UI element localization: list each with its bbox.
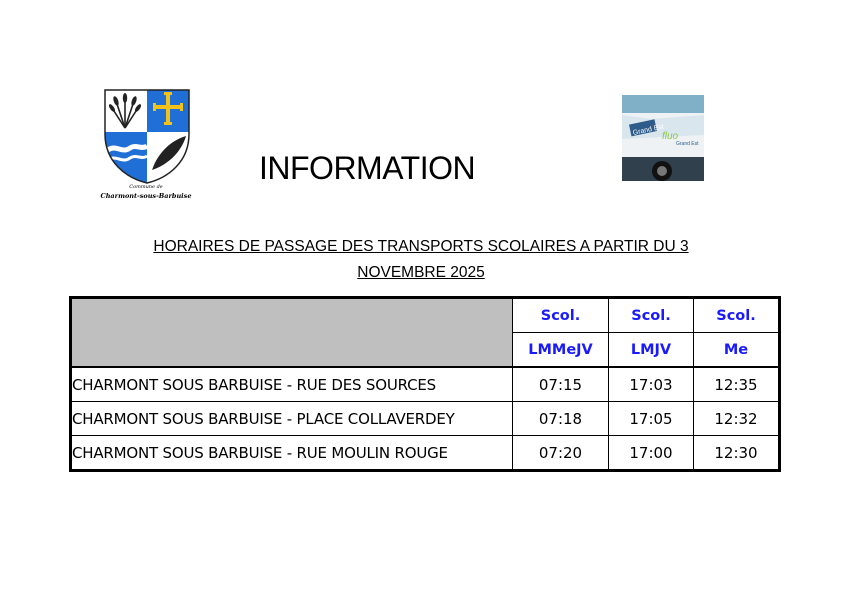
time-cell: 17:03 <box>609 367 694 402</box>
table-row <box>72 436 779 470</box>
subtitle-line1: HORAIRES DE PASSAGE DES TRANSPORTS SCOLAIRES A PARTIR DU 3 <box>153 238 689 255</box>
header-cell: Me <box>694 333 779 368</box>
crest-caption-line2: Charmont-sous-Barbuise <box>100 192 192 200</box>
time-cell: 17:05 <box>609 402 694 436</box>
header-blank-cell <box>72 299 513 368</box>
header-cell: LMMeJV <box>513 333 609 368</box>
bus-fluo-sub-text: Grand Est <box>676 141 699 147</box>
page-title: INFORMATION <box>259 150 476 186</box>
stop-name-cell: CHARMONT SOUS BARBUISE - RUE MOULIN ROUGE <box>72 436 513 470</box>
page-subtitle <box>110 234 732 286</box>
crest-caption <box>98 183 194 201</box>
header-cell: LMJV <box>609 333 694 368</box>
header-cell: Scol. <box>513 299 609 333</box>
time-cell: 17:00 <box>609 436 694 470</box>
time-cell: 07:20 <box>513 436 609 470</box>
table-header-row <box>72 299 779 333</box>
crest-caption-line1: Commune de <box>129 184 163 190</box>
stop-name-cell: CHARMONT SOUS BARBUISE - PLACE COLLAVERDEY <box>72 402 513 436</box>
bus-photo <box>622 95 704 181</box>
stop-name-cell: CHARMONT SOUS BARBUISE - RUE DES SOURCES <box>72 367 513 402</box>
bus-fluo-text: fluo <box>662 131 679 142</box>
time-cell: 12:32 <box>694 402 779 436</box>
table-row <box>72 367 779 402</box>
header-cell: Scol. <box>609 299 694 333</box>
bus-brand-text: Grand Est <box>632 123 665 137</box>
time-cell: 12:35 <box>694 367 779 402</box>
table-row <box>72 402 779 436</box>
time-cell: 07:18 <box>513 402 609 436</box>
time-cell: 12:30 <box>694 436 779 470</box>
subtitle-line2: NOVEMBRE 2025 <box>357 264 485 281</box>
header-cell: Scol. <box>694 299 779 333</box>
schedule-table <box>71 298 779 470</box>
time-cell: 07:15 <box>513 367 609 402</box>
